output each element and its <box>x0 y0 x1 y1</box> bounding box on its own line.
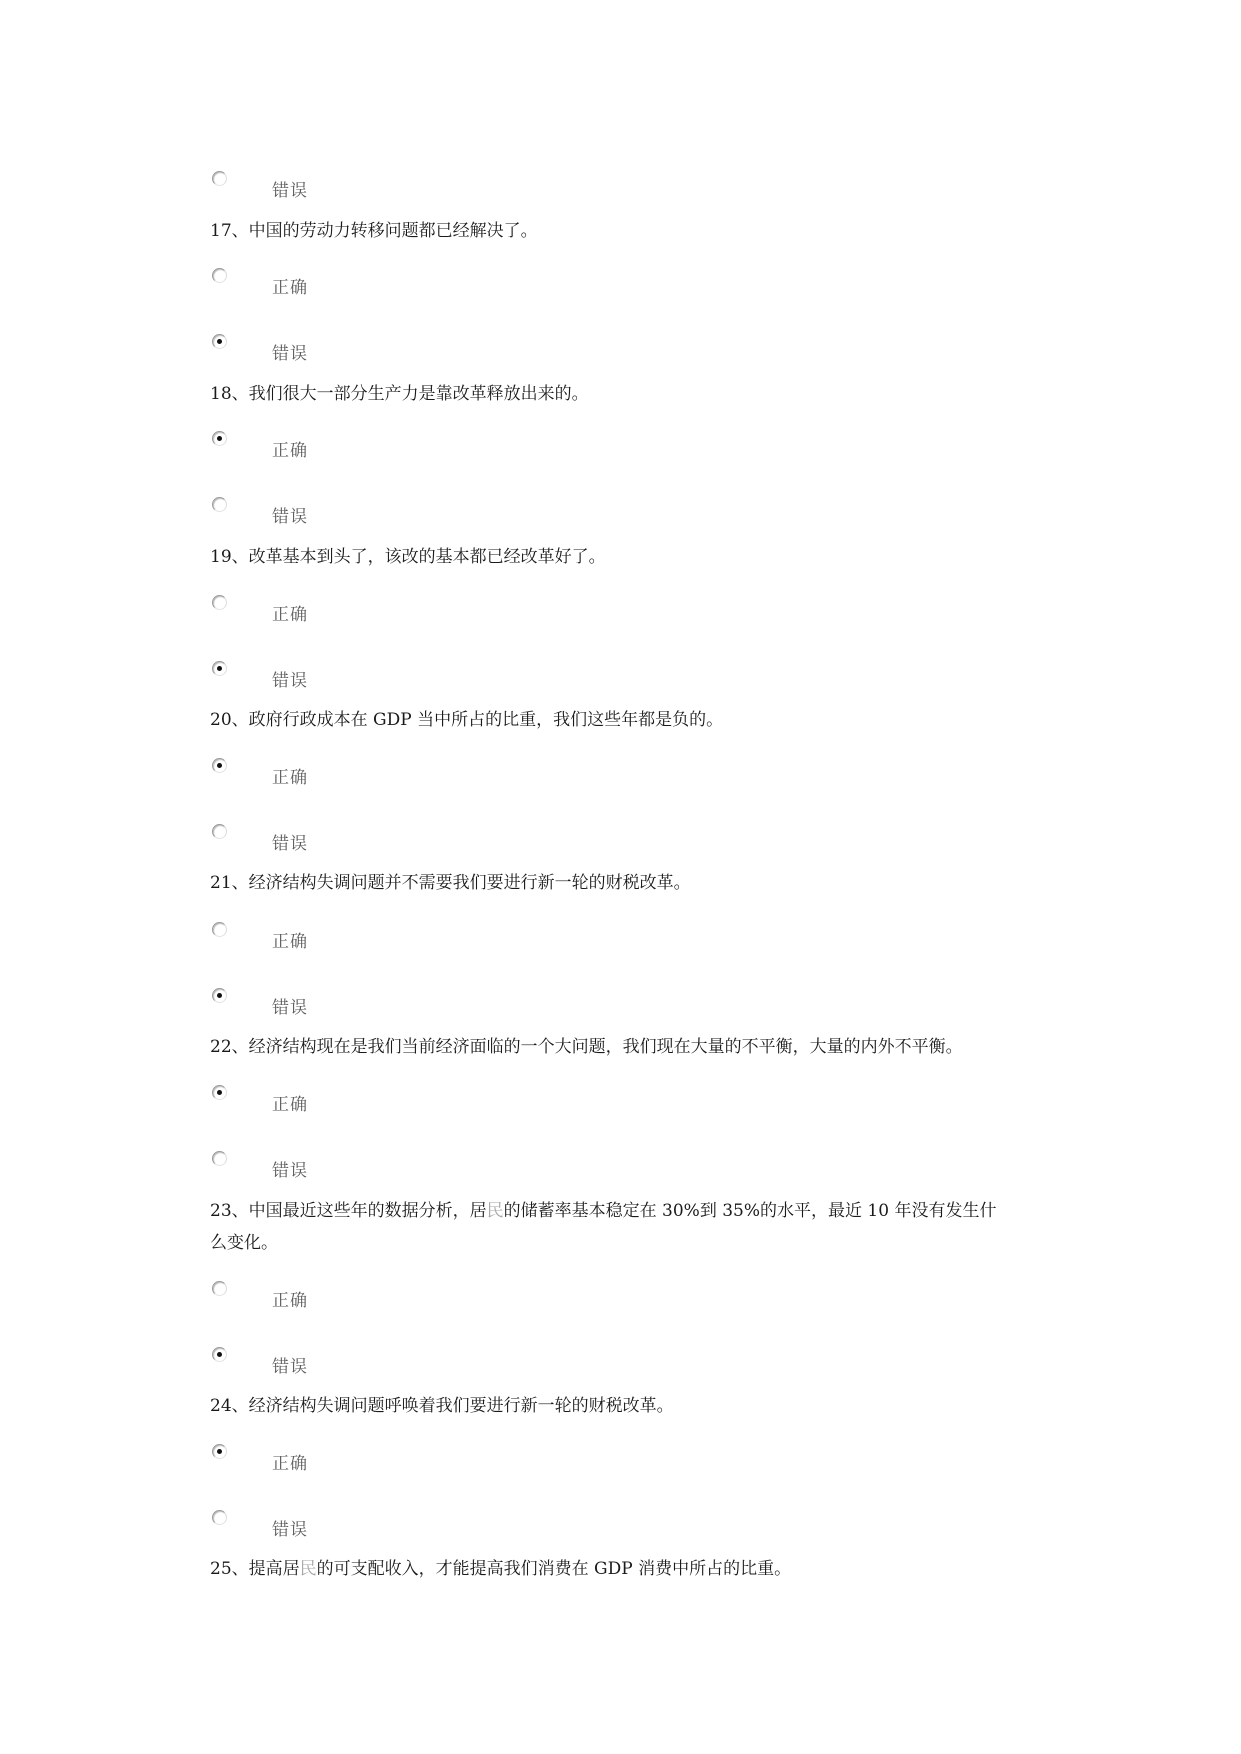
radio-selected-icon[interactable] <box>212 661 227 676</box>
q18-option-incorrect[interactable] <box>212 497 412 537</box>
option-label: 正确 <box>272 605 308 625</box>
question-text: 么变化。 <box>210 1233 278 1253</box>
option-label: 错误 <box>272 1357 308 1377</box>
question-text: 的可支配收入，才能提高我们消费在 GDP 消费中所占的比重。 <box>316 1559 792 1579</box>
question-25 <box>210 1553 1050 1585</box>
question-text: 23、中国最近这些年的数据分析，居 <box>210 1201 487 1221</box>
option-label: 错误 <box>272 181 308 201</box>
radio-icon[interactable] <box>212 497 227 512</box>
question-19: 19、改革基本到头了，该改的基本都已经改革好了。 <box>210 547 606 567</box>
option-label: 错误 <box>272 1520 308 1540</box>
radio-icon[interactable] <box>212 595 227 610</box>
option-label: 正确 <box>272 1291 308 1311</box>
q18-option-correct[interactable] <box>212 431 412 471</box>
question-24: 24、经济结构失调问题呼唤着我们要进行新一轮的财税改革。 <box>210 1396 674 1416</box>
question-text-faded: 民 <box>486 1201 504 1221</box>
radio-selected-icon[interactable] <box>212 988 227 1003</box>
option-label: 错误 <box>272 834 308 854</box>
q17-option-correct[interactable] <box>212 268 412 308</box>
option-label: 正确 <box>272 278 308 298</box>
question-text: 的储蓄率基本稳定在 30%到 35%的水平，最近 10 年没有发生什 <box>503 1201 997 1221</box>
radio-icon[interactable] <box>212 1281 227 1296</box>
option-label: 错误 <box>272 344 308 364</box>
q23-option-correct[interactable] <box>212 1281 412 1321</box>
q17-option-incorrect[interactable] <box>212 334 412 374</box>
option-label: 错误 <box>272 671 308 691</box>
question-22: 22、经济结构现在是我们当前经济面临的一个大问题，我们现在大量的不平衡，大量的内外不平衡。 <box>210 1037 963 1057</box>
option-label: 错误 <box>272 507 308 527</box>
radio-selected-icon[interactable] <box>212 431 227 446</box>
radio-icon[interactable] <box>212 1510 227 1525</box>
question-17: 17、中国的劳动力转移问题都已经解决了。 <box>210 221 538 241</box>
radio-selected-icon[interactable] <box>212 758 227 773</box>
question-23 <box>210 1195 1050 1259</box>
radio-icon[interactable] <box>212 922 227 937</box>
question-18: 18、我们很大一部分生产力是靠改革释放出来的。 <box>210 384 589 404</box>
question-20: 20、政府行政成本在 GDP 当中所占的比重，我们这些年都是负的。 <box>210 710 724 730</box>
radio-selected-icon[interactable] <box>212 1085 227 1100</box>
radio-icon[interactable] <box>212 824 227 839</box>
q22-option-incorrect[interactable] <box>212 1151 412 1191</box>
question-text: 25、提高居 <box>210 1559 300 1579</box>
q19-option-incorrect[interactable] <box>212 661 412 701</box>
question-21: 21、经济结构失调问题并不需要我们要进行新一轮的财税改革。 <box>210 873 691 893</box>
radio-selected-icon[interactable] <box>212 1444 227 1459</box>
q21-option-incorrect[interactable] <box>212 988 412 1028</box>
radio-icon[interactable] <box>212 268 227 283</box>
option-label: 正确 <box>272 441 308 461</box>
option-label: 正确 <box>272 768 308 788</box>
q22-option-correct[interactable] <box>212 1085 412 1125</box>
radio-icon[interactable] <box>212 171 227 186</box>
option-label: 错误 <box>272 1161 308 1181</box>
q23-option-incorrect[interactable] <box>212 1347 412 1387</box>
q16-option-incorrect[interactable] <box>212 171 412 211</box>
radio-selected-icon[interactable] <box>212 334 227 349</box>
q20-option-correct[interactable] <box>212 758 412 798</box>
q24-option-correct[interactable] <box>212 1444 412 1484</box>
option-label: 错误 <box>272 998 308 1018</box>
radio-icon[interactable] <box>212 1151 227 1166</box>
question-text-faded: 民 <box>299 1559 317 1579</box>
option-label: 正确 <box>272 1095 308 1115</box>
q21-option-correct[interactable] <box>212 922 412 962</box>
option-label: 正确 <box>272 932 308 952</box>
q19-option-correct[interactable] <box>212 595 412 635</box>
radio-selected-icon[interactable] <box>212 1347 227 1362</box>
q24-option-incorrect[interactable] <box>212 1510 412 1550</box>
q20-option-incorrect[interactable] <box>212 824 412 864</box>
option-label: 正确 <box>272 1454 308 1474</box>
